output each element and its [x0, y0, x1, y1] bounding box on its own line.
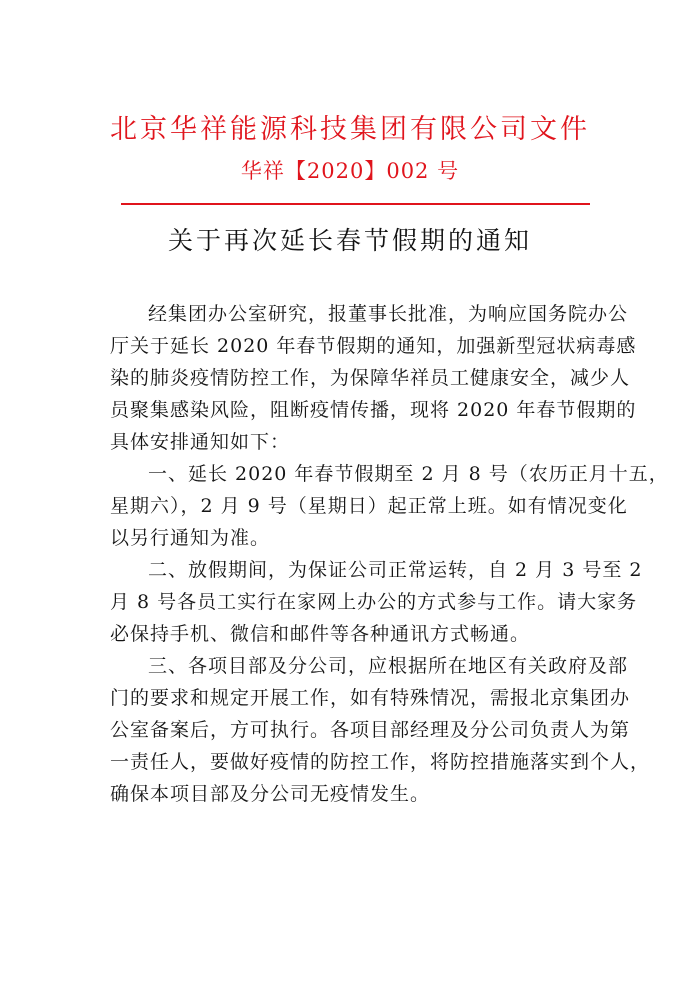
- header-divider: [121, 203, 590, 205]
- paragraph-item-2: [110, 554, 643, 650]
- paragraph-line: 一、延长 2020 年春节假期至 2 月 8 号（农历正月十五，: [148, 463, 669, 485]
- paragraph-item-3: [110, 650, 651, 810]
- paragraph-line: 公室备案后，方可执行。各项目部经理及分公司负责人为第: [110, 719, 631, 741]
- paragraph-line: 必保持手机、微信和邮件等各种通讯方式畅通。: [110, 623, 531, 645]
- paragraph-line: 经集团办公室研究，报董事长批准，为响应国务院办公: [148, 303, 629, 325]
- paragraph-item-1: [110, 458, 669, 554]
- paragraph-intro: [110, 298, 637, 458]
- paragraph-line: 月 8 号各员工实行在家网上办公的方式参与工作。请大家务: [110, 591, 638, 613]
- paragraph-line: 以另行通知为准。: [110, 527, 271, 549]
- paragraph-line: 三、各项目部及分公司，应根据所在地区有关政府及部: [148, 655, 629, 677]
- paragraph-line: 确保本项目部及分公司无疫情发生。: [110, 783, 431, 805]
- paragraph-line: 染的肺炎疫情防控工作，为保障华祥员工健康安全，减少人: [110, 367, 631, 389]
- organization-title: 北京华祥能源科技集团有限公司文件: [110, 114, 590, 145]
- document-number: 华祥【2020】002 号: [240, 159, 460, 183]
- paragraph-line: 门的要求和规定开展工作，如有特殊情况，需报北京集团办: [110, 687, 631, 709]
- paragraph-line: 一责任人，要做好疫情的防控工作，将防控措施落实到个人，: [110, 751, 651, 773]
- paragraph-line: 员聚集感染风险，阻断疫情传播，现将 2020 年春节假期的: [110, 399, 637, 421]
- paragraph-line: 具体安排通知如下：: [110, 431, 291, 453]
- notice-body: [110, 298, 669, 810]
- paragraph-line: 厅关于延长 2020 年春节假期的通知，加强新型冠状病毒感: [110, 335, 637, 357]
- notice-title: 关于再次延长春节假期的通知: [167, 226, 532, 255]
- paragraph-line: 二、放假期间，为保证公司正常运转，自 2 月 3 号至 2: [148, 559, 643, 581]
- paragraph-line: 星期六），2 月 9 号（星期日）起正常上班。如有情况变化: [110, 495, 628, 517]
